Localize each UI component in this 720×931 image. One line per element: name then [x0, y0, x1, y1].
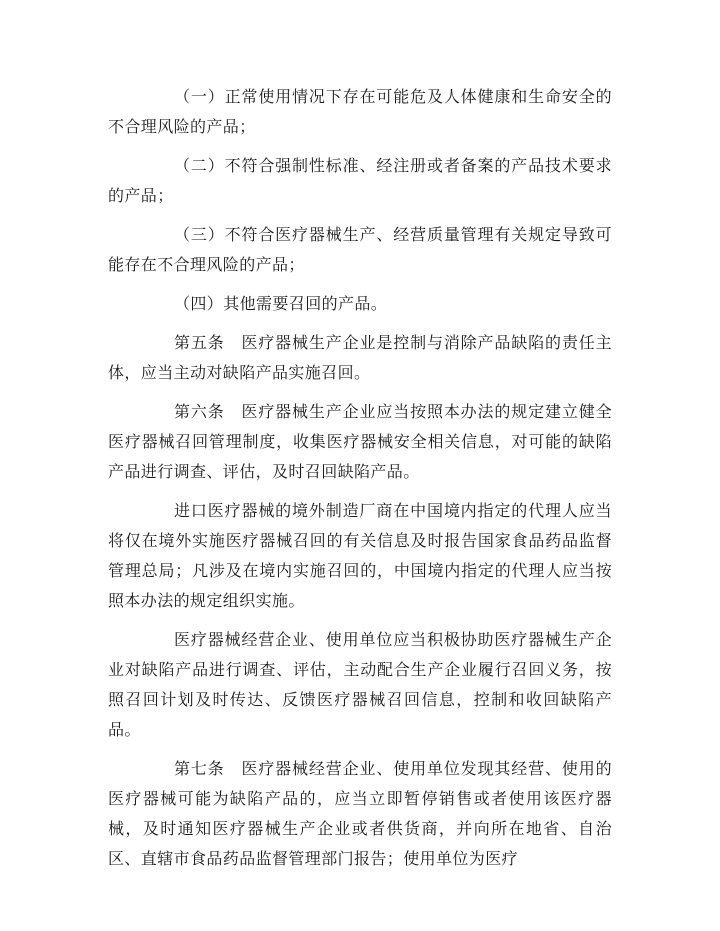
article-6-paragraph-2: 进口医疗器械的境外制造厂商在中国境内指定的代理人应当将仅在境外实施医疗器械召回的有关信息及时报告国家食品药品监督管理总局；凡涉及在境内实施召回的，中国境内指定的代理人应当按照本办法的规定组织实施。 — [108, 501, 612, 610]
article-6-paragraph-3: 医疗器械经营企业、使用单位应当积极协助医疗器械生产企业对缺陷产品进行调查、评估，主动配合生产企业履行召回义务，按照召回计划及时传达、反馈医疗器械召回信息，控制和收回缺陷产品。 — [108, 630, 612, 739]
article-7: 第七条 医疗器械经营企业、使用单位发现其经营、使用的医疗器械可能为缺陷产品的，应当立即暂停销售或者使用该医疗器械，及时通知医疗器械生产企业或者供货商，并向所在地省、自治区、直辖市食品药品监督管理部门报告；使用单位为医疗 — [108, 759, 612, 868]
clause-item-1: （一）正常使用情况下存在可能危及人体健康和生命安全的不合理风险的产品； — [108, 87, 612, 136]
clause-item-2: （二）不符合强制性标准、经注册或者备案的产品技术要求的产品； — [108, 156, 612, 205]
document-body — [108, 82, 612, 883]
article-5: 第五条 医疗器械生产企业是控制与消除产品缺陷的责任主体，应当主动对缺陷产品实施召回。 — [108, 333, 612, 382]
clause-item-4: （四）其他需要召回的产品。 — [174, 294, 388, 313]
article-6: 第六条 医疗器械生产企业应当按照本办法的规定建立健全医疗器械召回管理制度，收集医疗器械安全相关信息，对可能的缺陷产品进行调查、评估，及时召回缺陷产品。 — [108, 402, 612, 481]
clause-item-3: （三）不符合医疗器械生产、经营质量管理有关规定导致可能存在不合理风险的产品； — [108, 225, 612, 274]
